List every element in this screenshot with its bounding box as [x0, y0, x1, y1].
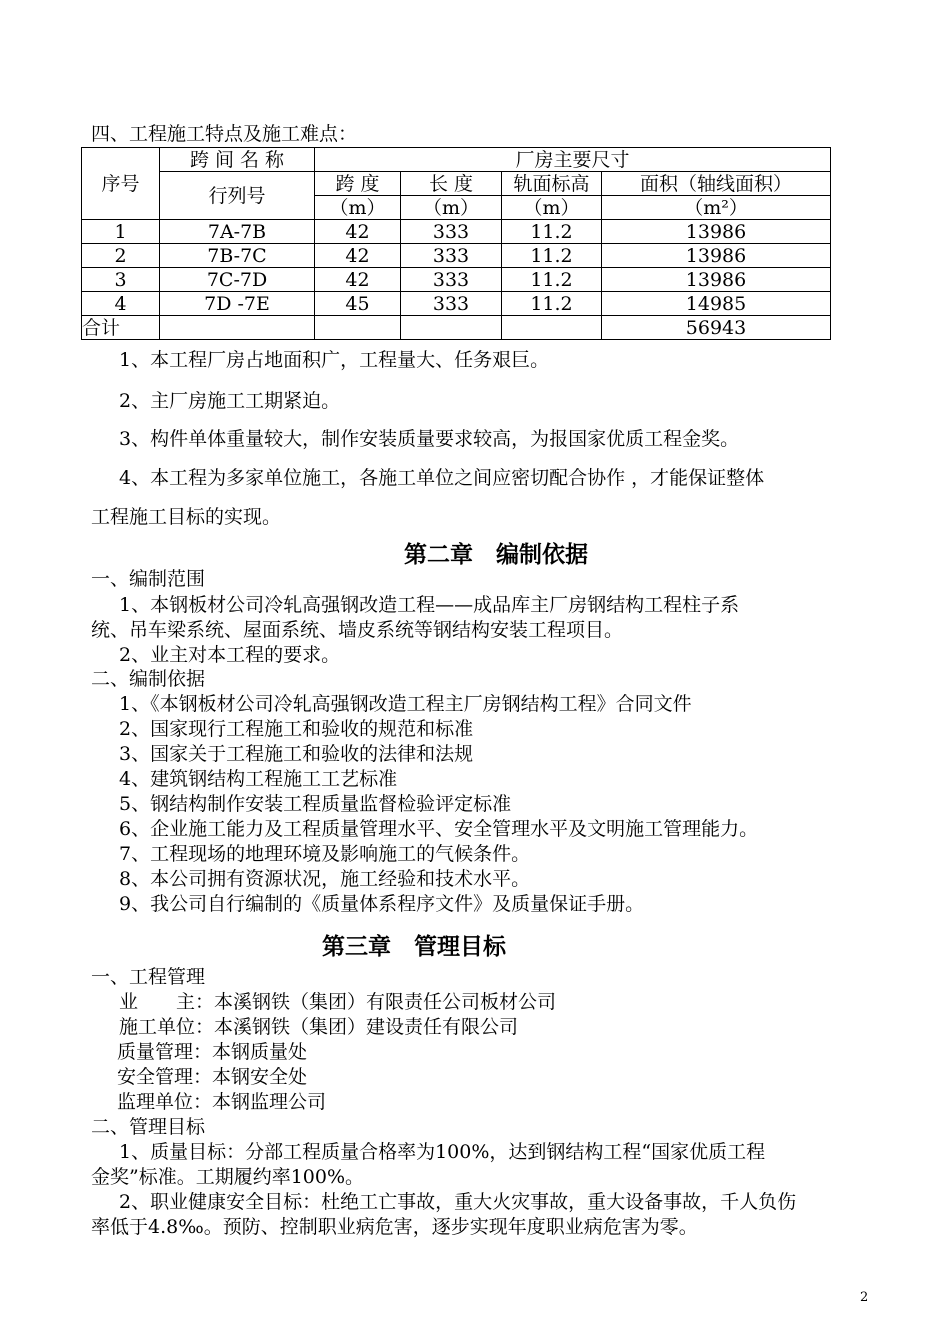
header-main-dimensions: 厂房主要尺寸 [315, 148, 831, 172]
header-span: 跨 度 [315, 172, 401, 196]
cell-length: 333 [401, 292, 502, 316]
cell-name: 7D -7E [160, 292, 315, 316]
section-title: 一、工程管理 [91, 966, 206, 988]
header-seq: 序号 [82, 148, 160, 220]
point-1: 1、本工程厂房占地面积广，工程量大、任务艰巨。 [119, 349, 550, 371]
section-title: 四、工程施工特点及施工难点： [91, 123, 358, 145]
unit-span: （m） [315, 196, 401, 220]
list-item: 4、建筑钢结构工程施工工艺标准 [119, 768, 398, 790]
plant-dimensions-table [81, 147, 831, 340]
header-span-name: 跨 间 名 称 [160, 148, 315, 172]
cell-rail: 11.2 [502, 244, 602, 268]
table-row [82, 268, 831, 292]
cell-seq: 2 [82, 244, 160, 268]
page-number: 2 [860, 1290, 869, 1305]
cell-span: 45 [315, 292, 401, 316]
cell-span: 42 [315, 244, 401, 268]
cell-area: 13986 [602, 268, 831, 292]
point-3: 3、构件单体重量较大，制作安装质量要求较高，为报国家优质工程金奖。 [119, 428, 740, 450]
table-row [82, 292, 831, 316]
point-2: 2、主厂房施工工期紧迫。 [119, 390, 341, 412]
cell-seq: 3 [82, 268, 160, 292]
cell-area: 14985 [602, 292, 831, 316]
list-item: 9、我公司自行编制的《质量体系程序文件》及质量保证手册。 [119, 893, 645, 915]
section-title: 二、编制依据 [91, 668, 206, 690]
header-row-no: 行列号 [160, 172, 315, 220]
cell-length: 333 [401, 268, 502, 292]
cell-span: 42 [315, 220, 401, 244]
list-item: 5、钢结构制作安装工程质量监督检验评定标准 [119, 793, 512, 815]
cell-length: 333 [401, 220, 502, 244]
owner-line: 业 主：本溪钢铁（集团）有限责任公司板材公司 [119, 991, 557, 1013]
safety-mgmt-line: 安全管理：本钢安全处 [117, 1066, 308, 1088]
list-item: 6、企业施工能力及工程质量管理水平、安全管理水平及文明施工管理能力。 [119, 818, 759, 840]
unit-length: （m） [401, 196, 502, 220]
list-item-cont: 统、吊车梁系统、屋面系统、墙皮系统等钢结构安装工程项目。 [91, 619, 624, 641]
goal-2: 2、职业健康安全目标：杜绝工亡事故，重大火灾事故，重大设备事故，千人负伤 [119, 1191, 797, 1213]
cell-span: 42 [315, 268, 401, 292]
list-item: 2、国家现行工程施工和验收的规范和标准 [119, 718, 474, 740]
quality-mgmt-line: 质量管理：本钢质量处 [117, 1041, 308, 1063]
list-item: 1、本钢板材公司冷轧高强钢改造工程——成品库主厂房钢结构工程柱子系 [119, 594, 740, 616]
cell-length: 333 [401, 244, 502, 268]
table-row [82, 244, 831, 268]
cell-rail: 11.2 [502, 292, 602, 316]
point-4: 4、本工程为多家单位施工，各施工单位之间应密切配合协作 ，才能保证整体 [119, 467, 765, 489]
cell-rail: 11.2 [502, 220, 602, 244]
chapter-title: 第三章 管理目标 [322, 934, 506, 960]
cell-seq: 4 [82, 292, 160, 316]
total-area: 56943 [602, 316, 831, 340]
unit-area: （m²） [602, 196, 831, 220]
header-area: 面积（轴线面积） [602, 172, 831, 196]
cell-rail: 11.2 [502, 268, 602, 292]
chapter-title: 第二章 编制依据 [404, 542, 588, 568]
cell-area: 13986 [602, 220, 831, 244]
table-total-row [82, 316, 831, 340]
goal-1-cont: 金奖”标准。工期履约率100%。 [91, 1166, 365, 1188]
total-label: 合计 [82, 316, 160, 340]
goal-2-cont: 率低于4.8‰。预防、控制职业病危害，逐步实现年度职业病危害为零。 [91, 1216, 698, 1238]
list-item: 2、业主对本工程的要求。 [119, 644, 341, 666]
cell-name: 7C-7D [160, 268, 315, 292]
section-title: 二、管理目标 [91, 1116, 206, 1138]
list-item: 8、本公司拥有资源状况，施工经验和技术水平。 [119, 868, 531, 890]
list-item: 7、工程现场的地理环境及影响施工的气候条件。 [119, 843, 531, 865]
list-item: 3、国家关于工程施工和验收的法律和法规 [119, 743, 474, 765]
section-title: 一、编制范围 [91, 568, 206, 590]
header-length: 长 度 [401, 172, 502, 196]
point-4-cont: 工程施工目标的实现。 [91, 506, 282, 528]
list-item: 1、《本钢板材公司冷轧高强钢改造工程主厂房钢结构工程》合同文件 [119, 693, 692, 715]
cell-name: 7B-7C [160, 244, 315, 268]
cell-name: 7A-7B [160, 220, 315, 244]
supervisor-line: 监理单位：本钢监理公司 [117, 1091, 327, 1113]
table-row [82, 220, 831, 244]
unit-rail-height: （m） [502, 196, 602, 220]
contractor-line: 施工单位：本溪钢铁（集团）建设责任有限公司 [119, 1016, 519, 1038]
goal-1: 1、质量目标：分部工程质量合格率为100%，达到钢结构工程“国家优质工程 [119, 1141, 766, 1163]
cell-seq: 1 [82, 220, 160, 244]
cell-area: 13986 [602, 244, 831, 268]
header-rail-height: 轨面标高 [502, 172, 602, 196]
